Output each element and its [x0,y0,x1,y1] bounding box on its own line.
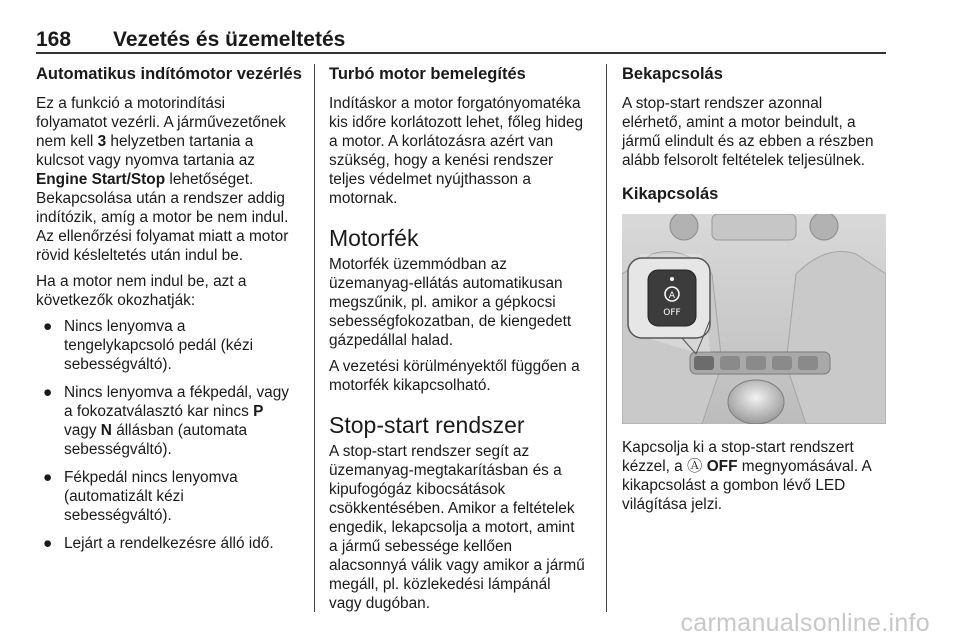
list-item: ● Lejárt a rendelkezésre álló idő. [43,535,274,552]
heading-stop-start: Stop-start rendszer [329,412,525,438]
heading-turbo: Turbó motor bemelegítés [329,65,526,83]
paragraph-auto-start: Ez a funkció a motorindítási folyamatot vezérli. A járművezetőnek nem kell 3 helyzetben tartania a kulcsot vagy nyomva tartania az Engine Start/Stop lehetőséget. Bekapcsolása után a rendszer addig indítózik, amíg a motor be nem indul. Az ellenőrzési folyamat miatt a motor rövid késleltetés után indul be. [36,95,289,264]
stop-start-icon: Ⓐ [687,458,703,475]
page-number: 168 [36,28,72,51]
paragraph-engine-brake-off: A vezetési körülményektől függően a motorfék kikapcsolható. [329,358,580,394]
column-1 [36,64,302,562]
list-item: ● Nincs lenyomva a fékpedál, vagy a fokozatválasztó kar nincs P vagy N állásban (automata sebességváltó). [43,384,289,458]
column-divider-2 [606,64,607,612]
svg-text:A: A [668,291,676,301]
page-title: Vezetés és üzemeltetés [113,28,346,51]
center-console-image [622,214,886,424]
paragraph-engine-brake: Motorfék üzemmódban az üzemanyag-ellátás automatikusan megszűnik, pl. amikor a gépkocsi sebességfokozatban, de kiengedett gázpedállal halad. [329,256,572,349]
watermark: carmanualsonline.info [680,609,930,637]
list-item: ● Fékpedál nincs lenyomva (automatizált kézi sebességváltó). [43,469,238,524]
heading-auto-start: Automatikus indítómotor vezérlés [36,65,302,83]
column-2 [329,64,597,620]
heading-deactivation: Kikapcsolás [622,185,719,203]
column-3 [622,64,890,521]
causes-list [36,317,302,553]
paragraph-stop-start: A stop-start rendszer segít az üzemanyag-megtakarításban és a kipufogógáz kibocsátások csökkentésében. Amikor a feltételek engedik, lekapcsolja a motort, amint a jármű sebessége kellően alacsonnyá válik vagy amikor a jármű megáll, pl. közlekedési lámpánál vagy dugóban. [329,443,585,612]
paragraph-deactivation: Kapcsolja ki a stop-start rendszert kézzel, a Ⓐ OFF megnyomásával. A kikapcsolást a gombon lévő LED világítása jelzi. [622,439,872,513]
stop-start-button-illustration [622,214,886,424]
header-rule [36,52,886,54]
column-divider-1 [314,64,315,612]
heading-activation: Bekapcsolás [622,65,723,83]
paragraph-turbo: Indításkor a motor forgatónyomatéka kis időre korlátozott lehet, főleg hideg a motor. A korlátozásra azért van szükség, hogy a kenési rendszer teljes védelmet nyújthasson a motornak. [329,95,584,207]
paragraph-causes: Ha a motor nem indul be, azt a következők okozhatják: [36,273,247,309]
off-label: OFF [663,308,681,318]
paragraph-activation: A stop-start rendszer azonnal elérhető, amint a motor beindult, a jármű elindult és az ebben a részben alább felsorolt feltételek teljesülnek. [622,95,874,169]
heading-engine-brake: Motorfék [329,225,419,251]
page-header [36,28,886,50]
list-item: ● Nincs lenyomva a tengelykapcsoló pedál (kézi sebességváltó). [43,318,254,373]
